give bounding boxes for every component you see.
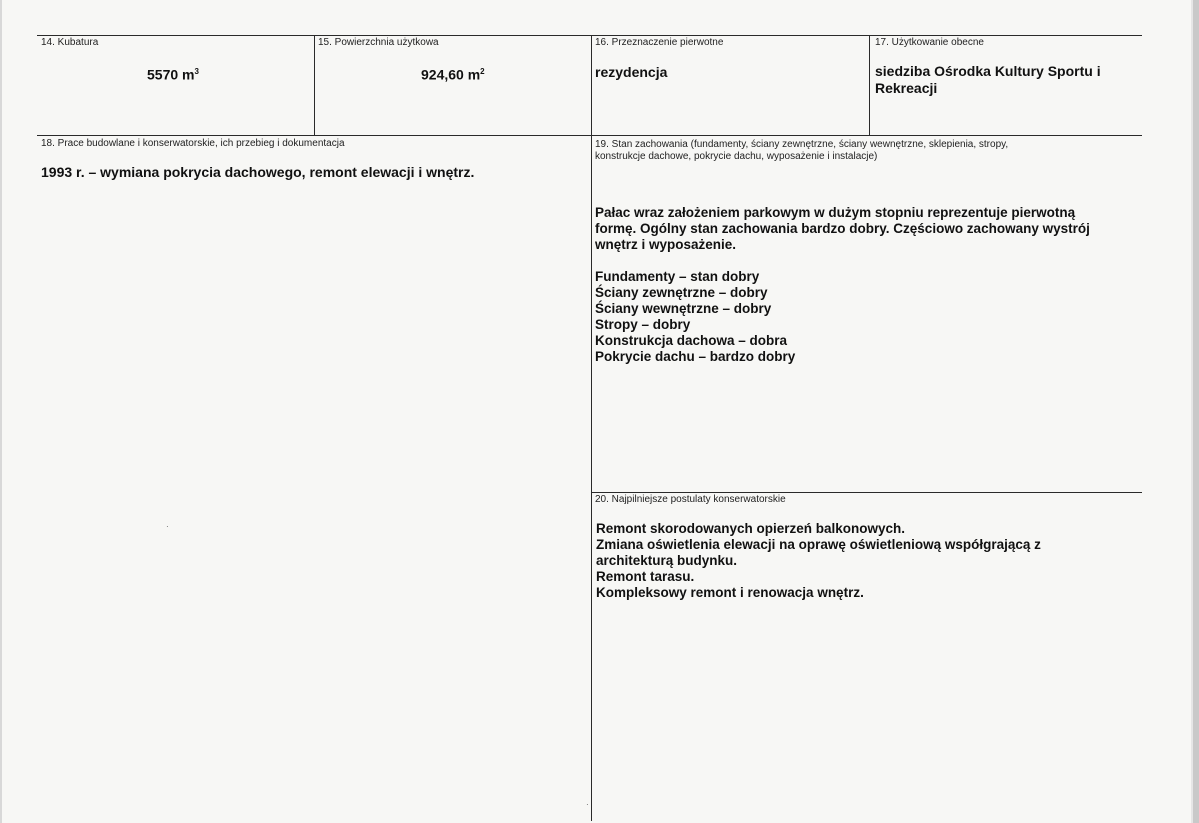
stan-items-list [595, 269, 795, 365]
uzytkowanie-label: 17. Użytkowanie obecne [875, 37, 984, 48]
scan-speck: · [166, 522, 169, 531]
left-scan-edge [0, 0, 2, 823]
powierzchnia-unit-exponent: 2 [480, 67, 485, 76]
postulaty-list [596, 521, 1041, 601]
uzytkowanie-value [875, 63, 1101, 97]
stan-summary [595, 205, 1090, 253]
row-divider-2 [591, 492, 1142, 493]
table-top-border [37, 35, 1142, 36]
prace-value: 1993 r. – wymiana pokrycia dachowego, remont elewacji i wnętrz. [41, 164, 475, 180]
right-scan-edge-inner [1191, 0, 1193, 823]
postulaty-line: Kompleksowy remont i renowacja wnętrz. [596, 585, 864, 600]
column-divider-3 [869, 35, 870, 135]
stan-item: Ściany zewnętrzne – dobry [595, 285, 768, 300]
kubatura-value [147, 64, 199, 83]
postulaty-line: Remont tarasu. [596, 569, 695, 584]
uzytkowanie-line: siedziba Ośrodka Kultury Sportu i [875, 63, 1101, 79]
stan-item: Pokrycie dachu – bardzo dobry [595, 349, 796, 364]
column-divider-1 [314, 35, 315, 135]
row-divider-1 [37, 135, 1142, 136]
column-divider-2 [591, 35, 592, 821]
stan-label [595, 139, 1008, 163]
prace-label: 18. Prace budowlane i konserwatorskie, ich przebieg i dokumentacja [41, 138, 345, 149]
przeznaczenie-label: 16. Przeznaczenie pierwotne [595, 37, 724, 48]
kubatura-label: 14. Kubatura [41, 37, 99, 48]
stan-item: Fundamenty – stan dobry [595, 269, 760, 284]
powierzchnia-value [421, 64, 485, 83]
kubatura-unit-exponent: 3 [194, 67, 199, 76]
powierzchnia-number: 924,60 m [421, 66, 481, 83]
stan-label-line: konstrukcje dachowe, pokrycie dachu, wyposażenie i instalacje) [595, 151, 878, 162]
powierzchnia-label: 15. Powierzchnia użytkowa [318, 37, 439, 48]
postulaty-line: Remont skorodowanych opierzeń balkonowych. [596, 521, 906, 536]
kubatura-number: 5570 m [147, 66, 195, 83]
stan-item: Stropy – dobry [595, 317, 691, 332]
postulaty-label: 20. Najpilniejsze postulaty konserwatorskie [595, 494, 786, 505]
uzytkowanie-line: Rekreacji [875, 80, 938, 96]
stan-summary-line: Pałac wraz założeniem parkowym w dużym stopniu reprezentuje pierwotną [595, 205, 1076, 220]
stan-item: Konstrukcja dachowa – dobra [595, 333, 788, 348]
postulaty-line: architekturą budynku. [596, 553, 738, 568]
stan-summary-line: formę. Ogólny stan zachowania bardzo dobry. Częściowo zachowany wystrój [595, 221, 1090, 236]
przeznaczenie-value: rezydencja [595, 64, 668, 80]
postulaty-line: Zmiana oświetlenia elewacji na oprawę oświetleniową współgrającą z [596, 537, 1041, 552]
scan-speck: · [586, 800, 589, 809]
stan-item: Ściany wewnętrzne – dobry [595, 301, 772, 316]
stan-label-line: 19. Stan zachowania (fundamenty, ściany zewnętrzne, ściany wewnętrzne, sklepienia, stropy, [595, 139, 1009, 150]
stan-summary-line: wnętrz i wyposażenie. [595, 237, 737, 252]
right-scan-edge [1193, 0, 1199, 823]
